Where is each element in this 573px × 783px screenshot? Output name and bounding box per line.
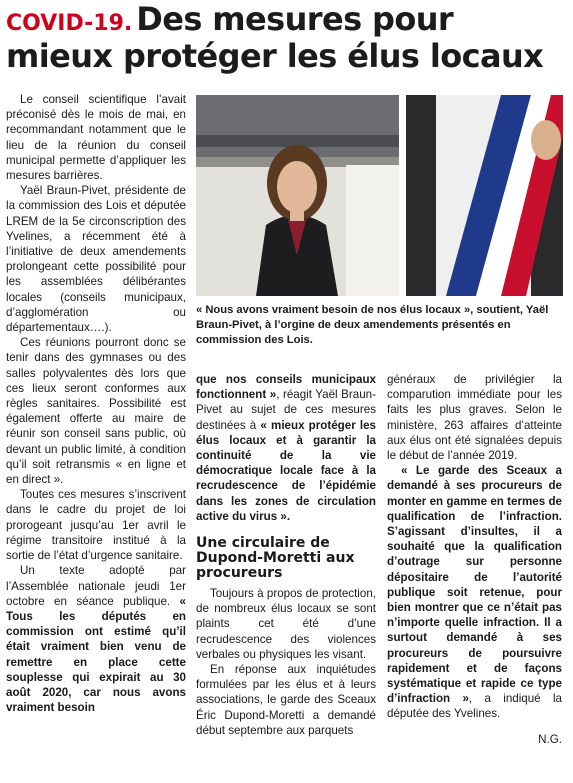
photo-caption: « Nous avons vraiment besoin de nos élus locaux », soutient, Yaël Braun-Pivet, à l’orgine de deux amendements présentés en commission des Lois. [196,304,549,346]
paragraph: Ces réunions pourront donc se tenir dans des gymnases ou des salles polyvalentes dès lors que ces lieux seront conformes aux règles sanitaires. Possibilité est également offerte au maire de réunir son conseil sans public, où devant un public limité, à condition qu’il soit retransmis « en ligne et en direct ». [6,336,186,487]
author-signature: N.G. [538,732,562,746]
tricolor-sash-photo [406,95,563,296]
paragraph: Yaël Braun-Pivet, présidente de la commission des Lois et députée LREM de la 5e circonscription des Yvelines, a récemment été à l’initiative de deux amendements prolongeant cette possibilité pour les assemblées délibérantes locales (conseils municipaux, d’agglomération ou départementaux….). [6,184,186,335]
paragraph: Le conseil scientifique l’avait préconisé dès le mois de mai, en recommandant notamment que le lieu de la réunion du conseil municipal permette d’appliquer les mesures barrières. [6,93,186,183]
headline-title-line1: Des mesures pour [136,0,454,38]
text-column-3 [387,372,562,747]
quote-text: que nos conseils municipaux fonctionnent » [196,373,376,402]
paragraph: En réponse aux inquiétudes formulées par les élus et à leurs associations, le garde des Sceaux Éric Dupond-Moretti a demandé début septembre aux parquets [196,663,376,737]
paragraph [6,563,186,715]
headline-kicker: COVID-19. [6,11,133,36]
text-column-2 [196,372,376,738]
paragraph: Toujours à propos de protection, de nombreux élus locaux se sont plaints cet été d’une recrudescence des violences verbales ou physiques les visant. [196,587,376,661]
portrait-photo [196,95,399,296]
text-column-1 [6,92,186,715]
headline-title-line2: mieux protéger les élus locaux [6,37,544,75]
section-subheading: Une circulaire de Dupond-Moretti aux procureurs [196,535,355,582]
paragraph: Toutes ces mesures s’inscrivent dans le cadre du projet de loi prorogeant jusqu’au 1er avril le régime transitoire institué à la sortie de l’état d’urgence sanitaire. [6,488,186,563]
paragraph-text: Un texte adopté par l’Assemblée nationale jeudi 1er octobre en séance publique. [6,564,186,608]
article-headline [6,0,571,75]
quote-text: « Le garde des Sceaux a demandé à ses procureurs de monter en gamme en termes de qualification de l’infraction. S’agissant d’insultes, il a souhaité que la qualification d’outrage sur personne dépositaire de l’autorité publique soit retenue, pour bien montrer que ce n’était pas n’importe quelle infraction. Il a surtout demandé à ses procureurs de poursuivre rapidement et de façons systématique et rapide ce type d’infraction » [387,464,562,706]
quote-text: « Tous les députés en commission ont estimé qu’il était vraiment bien venu de remettre en place cette souplesse qui expirait au 30 août 2020, car nous avons vraiment besoin [6,594,186,715]
paragraph: généraux de privilégier la comparution immédiate pour les faits les plus graves. Selon le ministère, 263 affaires d’atteinte aux élus ont été signalées depuis le début de l’année 2019. [387,373,562,463]
paragraph-text: , réagit Yaël Braun-Pivet au sujet de ces mesures destinées à [196,388,376,432]
paragraph-text: , a indiqué la députée des Yvelines. [387,692,562,721]
quote-text: « mieux protéger les élus locaux et à garantir la continuité de la vie démocratique locale face à la recrudescence de l’épidémie dans les zones de circulation active du virus ». [196,418,376,523]
paragraph [196,372,376,524]
paragraph [387,463,562,721]
